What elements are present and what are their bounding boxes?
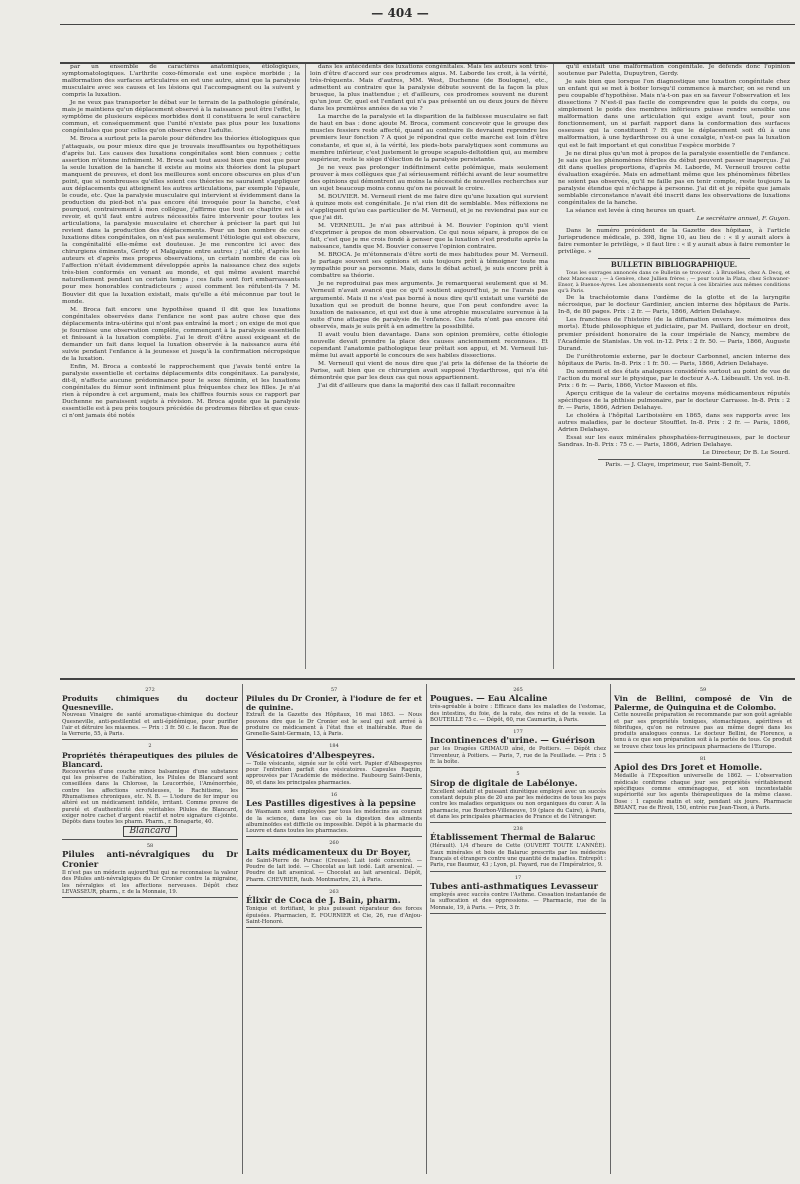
ad-separator [246,927,422,928]
ad-separator [430,767,606,768]
ad-title: Les Pastilles digestives à la pepsine [246,799,416,810]
paragraph: J'ai dit d'ailleurs que dans la majorité des cas il fallait reconnaître [318,383,516,390]
bulletin-item: Les franchises de l'histoire (de la diffamation envers les mémoires des morts). Étude philosophique et judiciaire, par M. Paillard, docteur en droit, premier président honoraire de la cour impériale de Nancy, membre de l'Académie de Stanislas. Un vol. in-12. Prix : 2 fr. 50. — Paris, 1866, Auguste Durand. [558,317,790,352]
ad-body: Médaille à l'Exposition universelle de 1862. — L'observation médicale confirme chaque jour ses propriétés véritablement spécifiques comme emménagogue, et son incontestable supériorité sur les agents thérapeutiques de la même classe. Dose : 1 capsule matin et soir, pendant six jours. Pharmacie BRIANT, rue de Rivoli, 150, entrée rue Jean-Tison, à Paris. [614,773,792,811]
ad-body: par les Dragées GRIMAUD aîné, de Poitiers. — Dépôt chez l'inventeur, à Poitiers. — Paris, 7, rue de la Feuillade. — Prix : 5 fr. la boîte. [430,746,606,766]
ad-title: Laits médicamenteux du Dr Boyer, [246,847,411,858]
ad-number: 260 [329,840,339,847]
ads-column-3 [430,684,606,1174]
ad-number: 177 [513,729,523,736]
ad-number: 16 [330,791,338,798]
bulletin-item: Le choléra à l'hôpital Lariboisière en 1865, dans ses rapports avec les autres maladies, par le docteur Stoufflet. In-8. Prix : 2 fr. — Paris, 1866, Adrien Delahaye. [558,413,790,434]
ad-separator [246,788,422,789]
header-rule [60,24,795,25]
bulletin-item: De la trachéotomie dans l'œdème de la glotte et de la laryngite nécrosique, par le docteur Gardinier, ancien interne des hôpitaux de Paris. In-8, de 80 pages. Prix : 2 fr. — Paris, 1866, Adrien Delahaye. [558,295,790,316]
ad-body: Extrait de la Gazette des Hôpitaux, 16 mai 1863. — Nous pouvons dire que le Dr Cronier est le seul qui soit arrivé à produire ce médicament à l'état fixe et inaltérable. Rue de Grenelle-Saint-Germain, 13, à Paris. [246,712,422,738]
column-divider [242,684,243,1174]
divider [598,225,750,226]
secretary-signature: Le secrétaire annuel, F. Guyon. [696,215,790,222]
divider [598,258,750,259]
advertisement [614,756,792,814]
advertisement [614,687,792,753]
imprint: Paris. — J. Claye, imprimeur, rue Saint-Benoît, 7. [605,462,751,469]
paragraph: Enfin, M. Broca a contesté le rapprochement que j'avais tenté entre la paralysie essentielle et certains déplacements dits congénitaux. La paralysie, dit-il, n'affecte aucune prédominance pour le sexe féminin, et les luxations congénitales du fémur sont infiniment plus fréquentes chez les filles. Je n'ai rien à répondre à cet argument, mais les chiffres fournis sous ce rapport par Duchenne ne paraissent sujets à révision. M. Broca ajoute que la paralysie essentielle est à peu près toujours précédée de prodromes fébriles et que ceux-ci n'ont jamais été notés [62,363,300,420]
column-divider [305,64,306,669]
paragraph: Je ne veux pas transporter le débat sur le terrain de la pathologie générale, mais je maintiens qu'un déplacement observé à la naissance peut être l'effet, le symptôme de plusieurs espèces morbides dont il constituera le seul caractère commun, et conséquemment que l'unité n'existe pas plus pour les luxations congénitales que pour celles qu'on observe chez l'adulte. [62,100,300,135]
ad-title: Vin de Bellini, composé de Vin de Palerme, de Quinquina et de Colombo. [614,694,792,713]
ads-top-rule [60,678,795,680]
advertisement [430,687,606,726]
paragraph: M. BROCA. Je m'étonnerais d'être sorti de mes habitudes pour M. Verneuil. Je partage souvent ses opinions et suis toujours prêt à témoigner toute ma sympathie pour sa personne. Mais, dans le débat actuel, je suis encore prêt à combattre sa théorie. [310,252,548,280]
paragraph: qu'il existait une malformation congénitale. Je défends donc l'opinion soutenue par Paletta, Dupuytren, Gerdy. [558,64,790,78]
ad-body: Tonique et fortifiant, le plus puissant réparateur des forces épuisées. Pharmacien, E. FOURNIER et Cie, 26, rue d'Anjou-Saint-Honoré. [246,906,422,925]
ad-title: Vésicatoires d'Albespeyres. [246,750,375,761]
ad-number: 59 [699,687,707,693]
advertisement [246,687,422,740]
ad-body: de Saint-Pierre de Pursac (Creuse). Lait iodé concentré. — Poudre de lait iodé. — Chocolat au lait iodé. Lait arsenical. — Poudre de lait arsenical. — Chocolat au lait arsenical. Dépôt, Pharm. CHEVRIER, faub. Montmartre, 21, à Paris. [246,857,422,883]
ad-title: Pilules du Dr Cronier, à l'iodure de fer et de quinine. [246,694,422,713]
ad-title: Établissement Thermal de Balaruc [430,833,596,844]
ad-body: très-agréable à boire : Efficace dans les maladies de l'estomac, des intestins, du foie, de la rate, des reins et de la vessie. La BOUTEILLE 75 c. — Dépôt, 60, rue Caumartin, à Paris. [430,704,606,723]
ad-title: Sirop de digitale de Labélonye. [430,778,578,789]
ad-title: Produits chimiques du docteur Quesneville. [62,694,238,713]
bulletin-item: Aperçu critique de la valeur de certains moyens médicamenteux réputés spécifiques de la phthisie pulmonaire, par le docteur Carrasse. In-8. Prix : 2 fr. — Paris, 1866, Adrien Delahaye. [558,390,790,411]
ad-body: de Wasmann sont employées par tous les médecins au courant de la science, dans les cas où la digestion des aliments albuminoïdes est difficile ou impossible. Dépôt à la pharmacie du Louvre et dans toutes les pharmacies. [246,809,422,835]
article-column-1 [62,64,300,669]
column-divider [610,684,611,1174]
ad-number: 57 [330,687,338,693]
ad-number: 238 [513,826,523,833]
ad-body: Il n'est pas un médecin aujourd'hui qui ne reconnaisse la valeur des Pilules anti-névralgiques du Dr Cronier contre la migraine, les névralgies et les affections nerveuses. Dépôt chez LEVASSEUR, pharm., r. de la Monnaie, 19. [62,870,238,895]
ad-number: 81 [699,756,707,763]
advertisement [246,792,422,837]
ad-separator [430,913,606,914]
ad-separator [614,813,792,814]
advertisement [246,840,422,885]
ad-separator [614,752,792,753]
bulletin-list [558,295,790,449]
paragraph: M. Broca a surtout pris la parole pour défendre les théories étiologiques que j'attaquais, ou pour mieux dire que je trouvais insuffisantes ou hypothétiques d'après lui. Les causes des luxations congénitales sont bien connues ; cette assertion m'étonne infiniment. M. Broca sait tout aussi bien que moi que pour la seule luxation de la hanche il existe au moins six théories dont la plupart manquent de preuves, et dont les meilleures sont encore obscures en plus d'un point, que si nombreuses qu'elles soient ces théories ne sauraient s'appliquer aux déplacements qui atteignent les autres articulations, par exemple l'épaule, le coude, etc. Que la paralysie musculaire qui intervient si évidemment dans la production du pied-bot n'a pas encore été invoquée pour la hanche, c'est pourquoi, contrairement à mon collègue, j'affirme que tout ce chapitre est à revoir, et qu'il faut entre autres nécessités faire intervenir pour toutes les articulations, la paralysie musculaire et chercher à préciser la part qui lui revient dans la production des déplacements. Pour un bon nombre de ces luxations dites congénitales, on n'est pas seulement l'étiologie qui est obscure, la congénitalité elle-même est douteuse. Je me rencontre ici avec des chirurgiens éminents, Gerdy et Malgaigne entre autres ; j'ai cité, d'après les auteurs et d'après mes propres observations, un certain nombre de cas où l'affection n'était évidemment développée après la naissance chez des sujets très-bien conformés en venant au monde, et qui même avaient marché naturellement pendant un certain temps ; ces faits sont fort embarrassants pour mes honorables contradicteurs ; aussi comment les réfutent-ils ? M. Bouvier dit que la luxation existait, mais qu'elle a été méconnue par tout le monde. [62,136,300,305]
advertisement [62,743,238,839]
ad-separator [430,725,606,726]
ad-number: 58 [146,842,154,849]
ad-title: Pougues. — Eau Alcaline [430,694,548,705]
paragraph: par un ensemble de caractères anatomiques, étiologiques, symptomatologiques. L'arthrite coxo-fémorale est une espèce morbide ; la malformation des surfaces articulaires en est une autre, ainsi que la paralysie musculaire avec ses causes et les lésions qui l'accompagnent ou la suivent y compris la luxation. [62,64,300,99]
ad-separator [430,871,606,872]
paragraph: La séance est levée à cinq heures un quart. [566,207,696,214]
column-divider [426,684,427,1174]
ad-separator [62,739,238,740]
paragraph: Je ne dirai plus qu'un mot à propos de la paralysie essentielle de l'enfance. Je sais que les phénomènes fébriles du début peuvent passer inaperçus. J'ai dit dans quelles proportions, d'après M. Laborde, M. Verneuil trouve cette évaluation exagérée. Mais en admettant même que les phénomènes fébriles ne soient pas observés, qu'il ne faille pas en tenir compte, reste toujours la paralysie étendue qui n'échappe à personne. J'ai dit et je répète que jamais semblable circonstance n'avait été inscrit dans les observations de luxations congénitales de la hanche. [558,150,790,206]
director-signature: Le Directeur, Dr B. Le Sourd. [702,450,790,457]
advertisement [430,771,606,823]
divider [598,459,750,460]
paragraph: M. Verneuil qui vient de nous dire que j'ai pris la défense de la théorie de Parise, sait bien que ce chirurgien avait supposé l'hydarthrose, qui n'a été démontrée que par les deux cas qui nous appartiennent. [310,360,548,382]
bulletin-item: Essai sur les eaux minérales phosphatées-ferrugineuses, par le docteur Sandras. In-8. Prix : 75 c. — Paris, 1866, Adrien Delahaye. [558,435,790,449]
paragraph: Je ne reproduirai pas mes arguments. Je remarquerai seulement que si M. Verneuil n'avait avancé que ce qu'il soutient aujourd'hui, je ne l'aurais pas argumenté. Mais il ne s'est pas borné à nous dire qu'il existait une variété de luxation qui se produit de bonne heure, que l'on peut confondre avec la luxation de naissance, et qui est due à une atrophie musculaire survenue à la suite d'une attaque de paralysie de l'enfance. Ces faits n'ont pas encore été observés, mais je suis prêt à en admettre la possibilité. [310,281,548,330]
ad-title: Élixir de Coca de J. Bain, pharm. [246,896,401,907]
ad-number: 17 [514,874,522,881]
ad-separator [430,822,606,823]
column-divider [553,64,554,669]
advertisement [246,743,422,788]
paragraph: M. BOUVIER. M. Verneuil rient de me faire dire qu'une luxation qui survient à quinze mois est congénitale. Je n'ai rien dit de semblable. Mes réflexions ne s'appliquent qu'au cas particulier de M. Verneuil, et je ne reviendrai pas sur ce que j'ai dit. [310,193,548,221]
ad-number: 2 [148,743,152,750]
paragraph: Il avait voulu bien davantage. Dans son opinion première, cette étiologie nouvelle devait prendre la place des causes anciennement reconnues. Et cependant l'anatomie pathologique leur prêtait son appui, et M. Verneuil lui-même lui avait apporté le concours de ses habiles dissections. [310,331,548,359]
paragraph: La marche de la paralysie et la disparition de la faiblesse musculaire se fait de haut en bas : donc ajoute M. Broca, comment concevoir que le groupe des muscles fessiers reste affecté, quand au contraire ils devraient reprendre les premiers leur fonction ? A quoi je répondrai que cette marche est loin d'être constante, et que si, à la vérité, les pieds-bots paralytiques sont communs au membre inférieur, c'est justement le groupe scapulo-deltoïdien qui, au membre supérieur, reste le siège d'élection de la paralysie persistante. [310,114,548,163]
paragraph: M. Broca fait encore une hypothèse quand il dit que les luxations congénitales observées dans l'enfance ne sont pas autre chose que des déplacements intra-utérins qui n'ont pas entraîné la mort ; on exige de moi que je fournisse une observation complète, commençant à la paralysie essentielle et finissant à la luxation complète. J'ai le droit d'être aussi exigeant et de demander un fait dans lequel la luxation observée à la naissance aura été suivie pendant l'enfance à la jeunesse et jusqu'à la confirmation nécropsique de la luxation. [62,306,300,362]
ad-body: (Hérault). 1/4 d'heure de Cette (OUVERT TOUTE L'ANNÉE). Eaux minérales et bois de Balaruc prescrits par les médecins français et étrangers contre une quantité de maladies. Entrepôt : Paris, rue Baumur, 43 ; Lyon, pl. Fayard, rue de l'Impératrice, 9. [430,843,606,869]
ad-body: Recouvertes d'une couche mince balsamique d'une substance qui les préserve de l'altération, les Pilules de Blancard sont conseillées dans la Chlorose, la Leucorrhée, l'Aménorrhée, contre les affections scrofuleuses, le Rachitisme, les Rhumatismes chroniques, etc. N. B. — L'iodure de fer impur ou altéré est un médicament infidèle, irritant. Comme preuve de pureté et d'authenticité des véritables Pilules de Blancard, exiger notre cachet d'argent réactif et notre signature ci-jointe. Dépôts dans toutes les pharm. Pharm., r. Bonaparte, 40. [62,768,238,826]
bulletin-item: Du sommeil et des états analogues considérés surtout au point de vue de l'action du moral sur le physique, par le docteur A.-A. Liébeault. Un vol. in-8. Prix : 6 fr. — Paris, 1866, Victor Masson et fils. [558,368,790,389]
bulletin-item: De l'uréthrotomie externe, par le docteur Carbonnel, ancien interne des hôpitaux de Paris. In-8. Prix : 1 fr. 50. — Paris, 1866, Adrien Delahaye. [558,353,790,367]
errata-note: Dans le numéro précédent de la Gazette des hôpitaux, à l'article Jurisprudence médicale, p. 398, ligne 10, au lieu de : « il y aurait alors à faire remonter le privilège, » il faut lire : « il y aurait abus à faire remonter le privilège. » [558,228,790,256]
ad-title: Tubes anti-asthmatiques Levasseur [430,881,598,892]
ad-number: 272 [145,687,155,693]
ad-body: Excellent sédatif et puissant diurétique employé avec un succès constant depuis plus de 20 ans par les médecins de tous les pays contre les maladies organiques ou non organiques du cœur. A la pharmacie, rue Bourbon-Villeneuve, 19 (place du Caire), à Paris, et dans les principales pharmacies de France et de l'étranger. [430,788,606,820]
bulletin-intro: Tous les ouvrages annoncés dans ce Bulletin se trouvent : à Bruxelles, chez A. Decq, et chez Manceaux ; — à Genève, chez Jullien frères ; — pour toute la Plata, chez Schwaner-Ensor, à Buenos-Ayres. Les abonnements sont reçus à ces librairies aux mêmes conditions qu'à Paris. [558,270,790,295]
advertisement [430,729,606,768]
ad-body: Cette nouvelle préparation se recommande par son goût agréable et par ses propriétés toniques, stomachiques, apéritives et fébrifuges, qu'on ne retrouve pas au même degré dans les produits analogues connus. Le docteur Bellini, de Florence, a tenu à ce que son préparation soit à la portée de tous. Ce produit se trouve chez tous les principaux pharmaciens de l'Europe. [614,712,792,750]
col2-paragraphs [310,64,548,390]
ad-body: employés avec succès contre l'Asthme. Cessation instantanée de la suffocation et des oppressions. — Pharmacie, rue de la Monnaie, 19, à Paris. — Prix, 3 fr. [430,891,606,911]
ad-number: 184 [329,743,339,750]
ad-title: Propriétés thérapeutiques des pilules de Blancard. [62,750,238,769]
signature-stamp: Blancard [123,826,176,836]
ads-column-2 [246,684,422,1174]
ad-separator [246,885,422,886]
advertisement [246,889,422,928]
advertisement [430,826,606,871]
paragraph: Je ne veux pas prolonger indéfiniment cette polémique, mais seulement prouver à mes collègues que j'ai sérieusement réfléchi avant de leur soumettre des opinions qui démontrent au moins la nécessité de nouvelles recherches sur un sujet beaucoup moins connu qu'on ne pouvait le croire. [310,164,548,192]
paragraph: Je sais bien que lorsque l'on diagnostique une luxation congénitale chez un enfant qui se met à boiter lorsqu'il commence à marcher, on se rend un peu coupable d'hypothèse. Mais n'a-t-on pas en sa faveur l'observation et les dissections ? N'est-il pas facile de comprendre que le poids du corps, ou simplement le poids des membres inférieurs puisse rendre sensible une malformation dans une articulation qui exige avant tout, pour son fonctionnement, un si parfait rapport dans la conformation des surfaces osseuses qui la constituent ? Et que le déplacement soit dû à une malformation, à une hydarthrose ou à une coxalgie, n'est-ce pas la luxation qui est le fait important et qui constitue l'espèce morbide ? [558,79,790,149]
ad-number: 5 [516,771,520,778]
ad-separator [246,836,422,837]
article-column-2 [310,64,548,669]
bulletin-title: BULLETIN BIBLIOGRAPHIQUE. [610,260,738,270]
ad-separator [62,897,238,898]
ad-separator [62,839,238,840]
ads-column-1 [62,684,238,1174]
paragraph: M. VERNEUIL. Je n'ai pas attribué à M. Bouvier l'opinion qu'il vient d'exprimer à propos de mon observation. Ce qui nous sépare, à propos de ce fait, c'est que je me crois fondé à penser que la luxation s'est produite après la naissance, tandis que M. Bouvier conserve l'opinion contraire. [310,223,548,251]
ad-number: 265 [513,687,523,693]
ad-title: Incontinences d'urine. — Guérison [430,736,596,747]
advertisement [62,843,238,898]
ad-separator [246,739,422,740]
col3-paragraphs [558,64,790,215]
ad-body: — Toile vésicante, signée sur le côté vert. Papier d'Albespeyres pour l'entretien parfait des vésicatoires. Capsules Raquin, approuvées par l'Académie de médecine. Faubourg Saint-Denis, 80, et dans les principales pharmacies. [246,760,422,786]
col1-paragraphs [62,64,300,420]
advertisement [430,875,606,914]
advertisement [62,687,238,740]
ad-title: Pilules anti-névralgiques du Dr Cronier [62,850,238,871]
ad-number: 263 [329,888,339,895]
ad-title: Apiol des Drs Joret et Homolle. [614,763,763,774]
ads-column-4 [614,684,792,1174]
ad-body: Nouveau Vinaigre de santé aromatique-chimique du docteur Quesneville, anti-pestilentiel et anti-épidémique, pour purifier l'air et détruire les miasmes. — Prix : 3 fr. 50 c. le flacon. Rue de la Verrerie, 55, à Paris. [62,712,238,738]
paragraph: dans les antécédents des luxations congénitales. Mais les auteurs sont très-loin d'être d'accord sur ces prodromes aigus. M. Laborde les croit, à la vérité, très-fréquents. Mais d'autres, MM. West, Duchenne (de Boulogne), etc., admettent au contraire que la paralysie débute souvent de la façon la plus brusque, la plus inattendue ; et d'ailleurs, ces prodromes souvent ne durent qu'un jour. Or, quel est l'enfant qui n'a pas présenté un ou deux jours de fièvre dans les premières années de sa vie ? [310,64,548,113]
page-number: — 404 — [371,6,429,20]
article-column-3 [558,64,790,669]
